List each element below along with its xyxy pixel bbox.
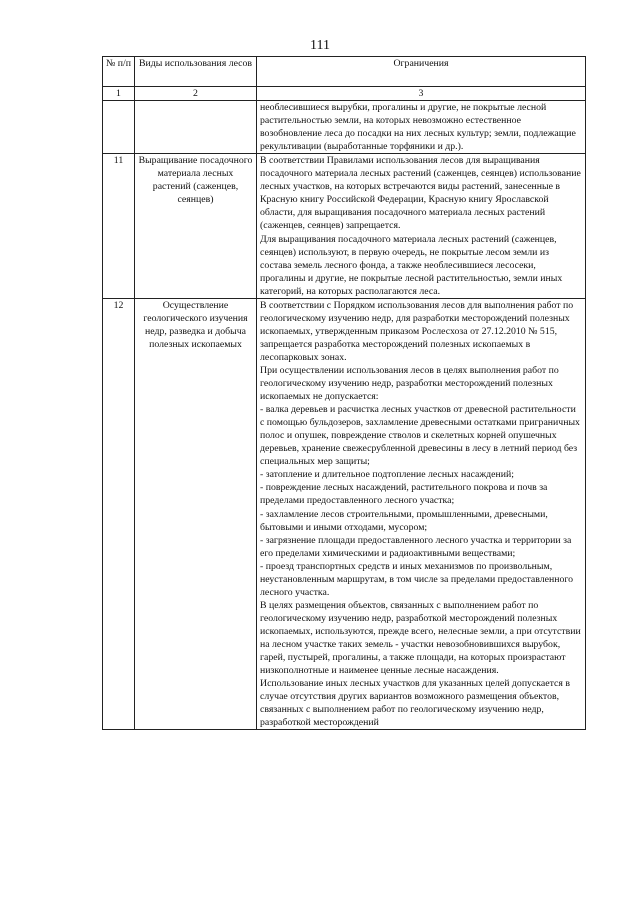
restrictions-text: [257, 101, 586, 154]
paragraph: Для выращивания посадочного материала лесных растений (саженцев, сеянцев) используют, в первую очередь, не покрытые лесом земли из состава земель лесного фонда, а также необлесившиеся лесосеки, прогалины и другие, не покрытые лесной растительностью, земли иных категорий, на которых располагаются леса.: [260, 233, 563, 297]
usage-type: [135, 101, 257, 154]
column-number-2: 2: [135, 87, 257, 101]
column-number-3: 3: [257, 87, 586, 101]
paragraph: необлесившиеся вырубки, прогалины и другие, не покрытые лесной растительностью земли, на которых невозможно естественное возобновление леса до посадки на них лесных культур; земли, подлежащие рекультивации (выработанные торфяники и др.).: [260, 102, 576, 153]
list-item: - повреждение лесных насаждений, растительного покрова и почв за пределами предоставленного лесного участка;: [260, 482, 548, 507]
header-usage-type: Виды использования лесов: [135, 57, 257, 87]
table-header-row: [103, 57, 586, 87]
table-row: [103, 298, 586, 730]
row-number: 11: [103, 154, 135, 299]
list-item: - затопление и длительное подтопление лесных насаждений;: [260, 469, 514, 481]
list-item: - захламление лесов строительными, промышленными, древесными, бытовыми и иными отходами, мусором;: [260, 508, 548, 533]
table-row: [103, 101, 586, 154]
restrictions-table: [102, 56, 586, 730]
restrictions-text: [257, 154, 586, 299]
page-number: 111: [310, 38, 330, 53]
header-restrictions: Ограничения: [257, 57, 586, 87]
row-number: 12: [103, 298, 135, 730]
header-number: № п/п: [103, 57, 135, 87]
paragraph: При осуществлении использования лесов в целях выполнения работ по геологическому изучению недр, разработки месторождений полезных ископаемых не допускается:: [260, 364, 559, 403]
table-row: [103, 154, 586, 299]
usage-type: Выращивание посадочного материала лесных растений (саженцев, сеянцев): [135, 154, 257, 299]
paragraph: В целях размещения объектов, связанных с выполнением работ по геологическому изучению недр, разработкой месторождений полезных ископаемых, используются, прежде всего, нелесные земли, а при отсутствии на лесном участке таких земель - участки невозобновившихся вырубок, гарей, пустырей, прогалины, а также площади, на которых произрастают низкополнотные и наименее ценные лесные насаждения.: [260, 599, 581, 677]
paragraph: Использование иных лесных участков для указанных целей допускается в случае отсутствия других вариантов возможного размещения объектов, связанных с выполнением работ по геологическому изучению недр, разработкой месторождений: [260, 678, 570, 729]
column-number-1: 1: [103, 87, 135, 101]
column-number-row: [103, 87, 586, 101]
list-item: - загрязнение площади предоставленного лесного участка и территории за его пределами химическими и радиоактивными веществами;: [260, 534, 572, 559]
paragraph: В соответствии Правилами использования лесов для выращивания посадочного материала лесных растений (саженцев, сеянцев) использование лесных участков, на которых встречаются виды растений, занесенные в Красную книгу Российской Федерации, Красную книгу Ярославской области, для выращивания посадочного материала лесных растений (саженцев, сеянцев) запрещается.: [260, 155, 581, 232]
paragraph: В соответствии с Порядком использования лесов для выполнения работ по геологическому изучению недр, для разработки месторождений полезных ископаемых, утвержденным приказом Рослесхоза от 27.12.2010 № 515, запрещается разработка месторождений полезных ископаемых в лесопарковых зонах.: [260, 299, 574, 363]
restrictions-text: [257, 298, 586, 730]
usage-type: Осуществление геологического изучения недр, разведка и добыча полезных ископаемых: [135, 298, 257, 730]
list-item: - проезд транспортных средств и иных механизмов по произвольным, неустановленным маршрутам, в том числе за пределами предоставленного лесного участка.: [260, 560, 574, 598]
list-item: - валка деревьев и расчистка лесных участков от древесной растительности с помощью бульдозеров, захламление древесными остатками приграничных полос и опушек, повреждение стволов и скелетных корней опушечных деревьев, хранение свежесрубленной древесины в лесу в летний период без специальных мер защиты;: [260, 404, 580, 468]
row-number: [103, 101, 135, 154]
